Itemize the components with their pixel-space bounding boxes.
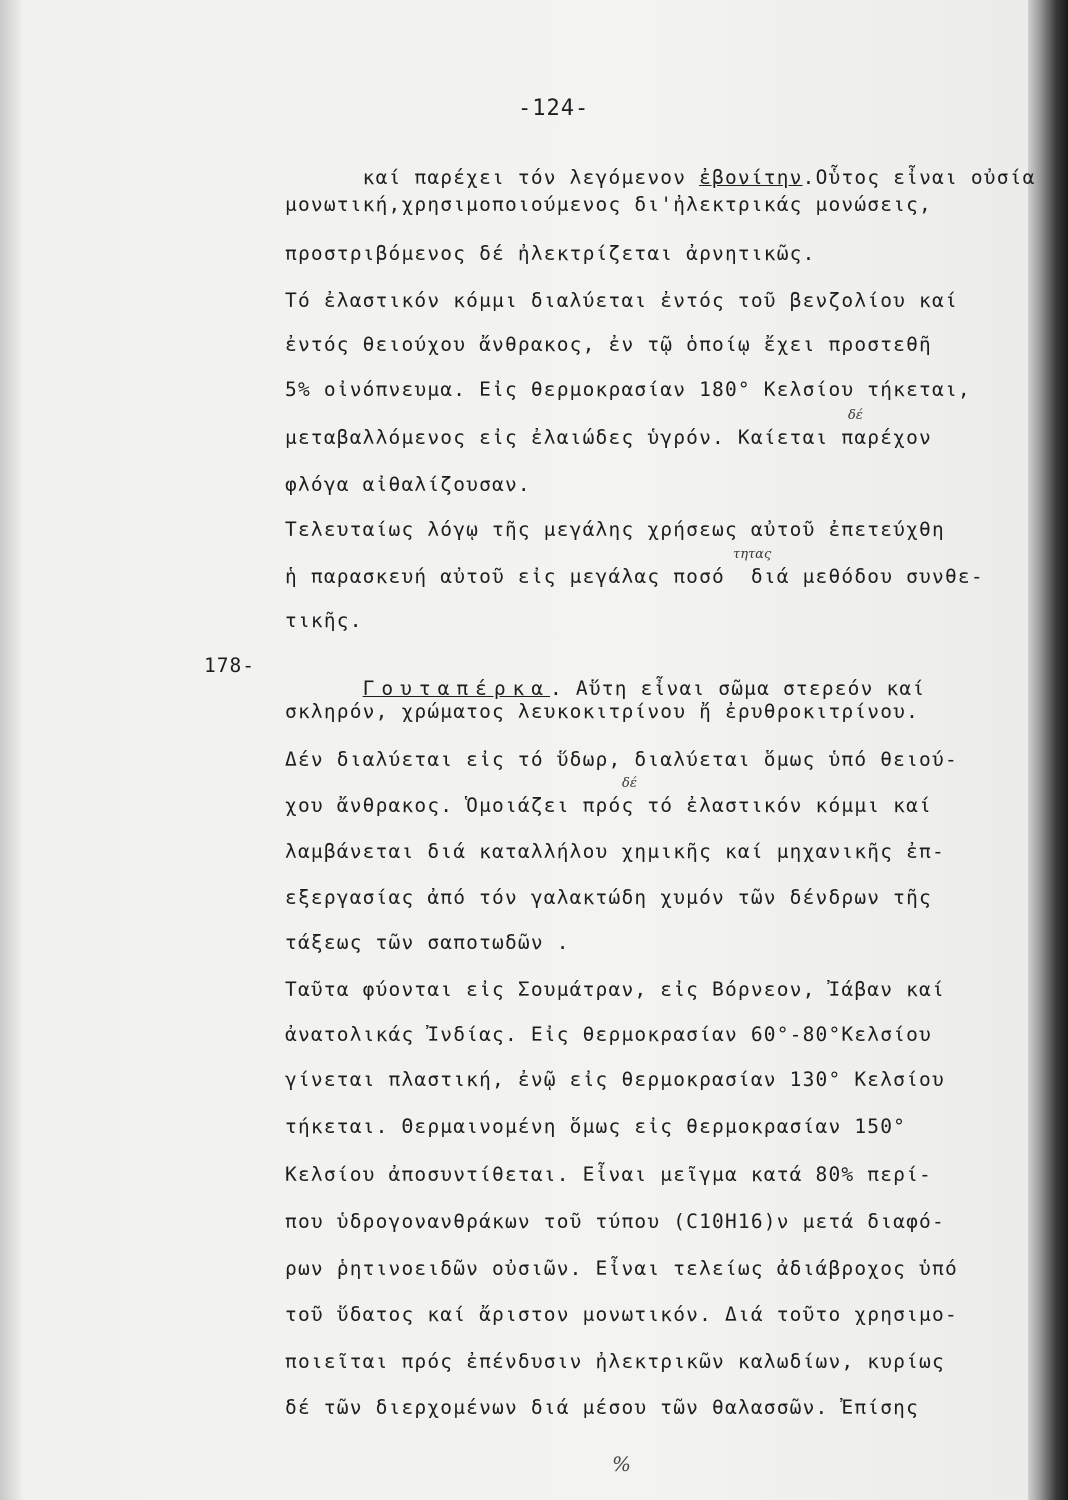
text-line: ἐντός θειούχου ἄνθρακος, ἐν τῷ ὁποίῳ ἔχει προστεθῆ <box>285 333 932 356</box>
scan-binding-edge <box>1028 0 1068 1500</box>
text-line: Τελευταίως λόγῳ τῆς μεγάλης χρήσεως αὐτοῦ ἐπετεύχθη <box>285 518 945 541</box>
heading-gutta-percha: Γουταπέρκα <box>362 677 551 700</box>
text-line: μονωτική,χρησιμοποιούμενος δι'ἠλεκτρικάς μονώσεις, <box>285 193 932 216</box>
text-line: προστριβόμενος δέ ἠλεκτρίζεται ἀρνητικῶς. <box>285 242 816 265</box>
text-line: λαμβάνεται διά καταλλήλου χημικῆς καί μηχανικῆς ἐπ- <box>285 840 945 863</box>
text-line: σκληρόν, χρώματος λευκοκιτρίνου ἤ ἐρυθροκιτρίνου. <box>285 700 920 723</box>
text-segment: .Οὗτος εἶναι οὐσία <box>802 166 1036 189</box>
text-line: τικῆς. <box>285 609 363 632</box>
text-line: 5% οἰνόπνευμα. Εἰς θερμοκρασίαν 180° Κελσίου τήκεται, <box>285 378 971 401</box>
section-number-178: 178- <box>204 654 255 677</box>
term-ebonite: ἐβονίτην <box>699 166 803 189</box>
text-line: τοῦ ὕδατος καί ἄριστον μονωτικόν. Διά τοῦτο χρησιμο- <box>285 1303 958 1326</box>
page-number: -124- <box>518 96 590 121</box>
text-line: Ταῦτα φύονται εἰς Σουμάτραν, εἰς Βόρνεον, Ἰάβαν καί <box>285 978 945 1001</box>
handwritten-annotation: δέ <box>848 408 863 423</box>
text-line: δέ τῶν διερχομένων διά μέσου τῶν θαλασσῶν. Ἐπίσης <box>285 1396 920 1419</box>
text-segment: . Αὕτη εἶναι σῶμα στερεόν καί <box>550 677 926 700</box>
handwritten-annotation: δέ <box>622 776 637 791</box>
text-line: χου ἄνθρακος. Ὁμοιάζει πρός τό ἐλαστικόν κόμμι καί <box>285 794 932 817</box>
handwritten-annotation: τητας <box>733 547 772 562</box>
text-line: φλόγα αἰθαλίζουσαν. <box>285 473 531 496</box>
text-segment: καί παρέχει τόν λεγόμενον <box>362 166 700 189</box>
text-line: Τό ἐλαστικόν κόμμι διαλύεται ἐντός τοῦ βενζολίου καί <box>285 289 958 312</box>
text-line: Κελσίου ἀποσυντίθεται. Εἶναι μεῖγμα κατά 80% περί- <box>285 1163 932 1186</box>
text-line: εξεργασίας ἀπό τόν γαλακτώδη χυμόν τῶν δένδρων τῆς <box>285 886 932 909</box>
text-line: γίνεται πλαστική, ἐνῷ εἰς θερμοκρασίαν 130° Κελσίου <box>285 1068 945 1091</box>
text-line: που ὑδρογονανθράκων τοῦ τύπου (C10H16)ν μετά διαφό- <box>285 1210 945 1233</box>
text-line: μεταβαλλόμενος εἰς ἐλαιώδες ὑγρόν. Καίεται παρέχον <box>285 426 932 449</box>
text-line: ἡ παρασκευή αὐτοῦ εἰς μεγάλας ποσό διά μεθόδου συνθε- <box>285 565 984 588</box>
text-line: Δέν διαλύεται εἰς τό ὕδωρ, διαλύεται ὅμως ὑπό θειού- <box>285 748 958 771</box>
text-line: ἀνατολικάς Ἰνδίας. Εἰς θερμοκρασίαν 60°-80°Κελσίου <box>285 1023 932 1046</box>
scan-left-shadow <box>0 0 22 1500</box>
text-line: τάξεως τῶν σαποτωδῶν . <box>285 931 570 954</box>
footer-mark: % <box>612 1452 632 1476</box>
text-line: ρων ῥητινοειδῶν οὐσιῶν. Εἶναι τελείως ἀδιάβροχος ὑπό <box>285 1257 958 1280</box>
text-line: ποιεῖται πρός ἐπένδυσιν ἠλεκτρικῶν καλωδίων, κυρίως <box>285 1350 945 1373</box>
text-line: τήκεται. Θερμαινομένη ὅμως εἰς θερμοκρασίαν 150° <box>285 1115 907 1138</box>
